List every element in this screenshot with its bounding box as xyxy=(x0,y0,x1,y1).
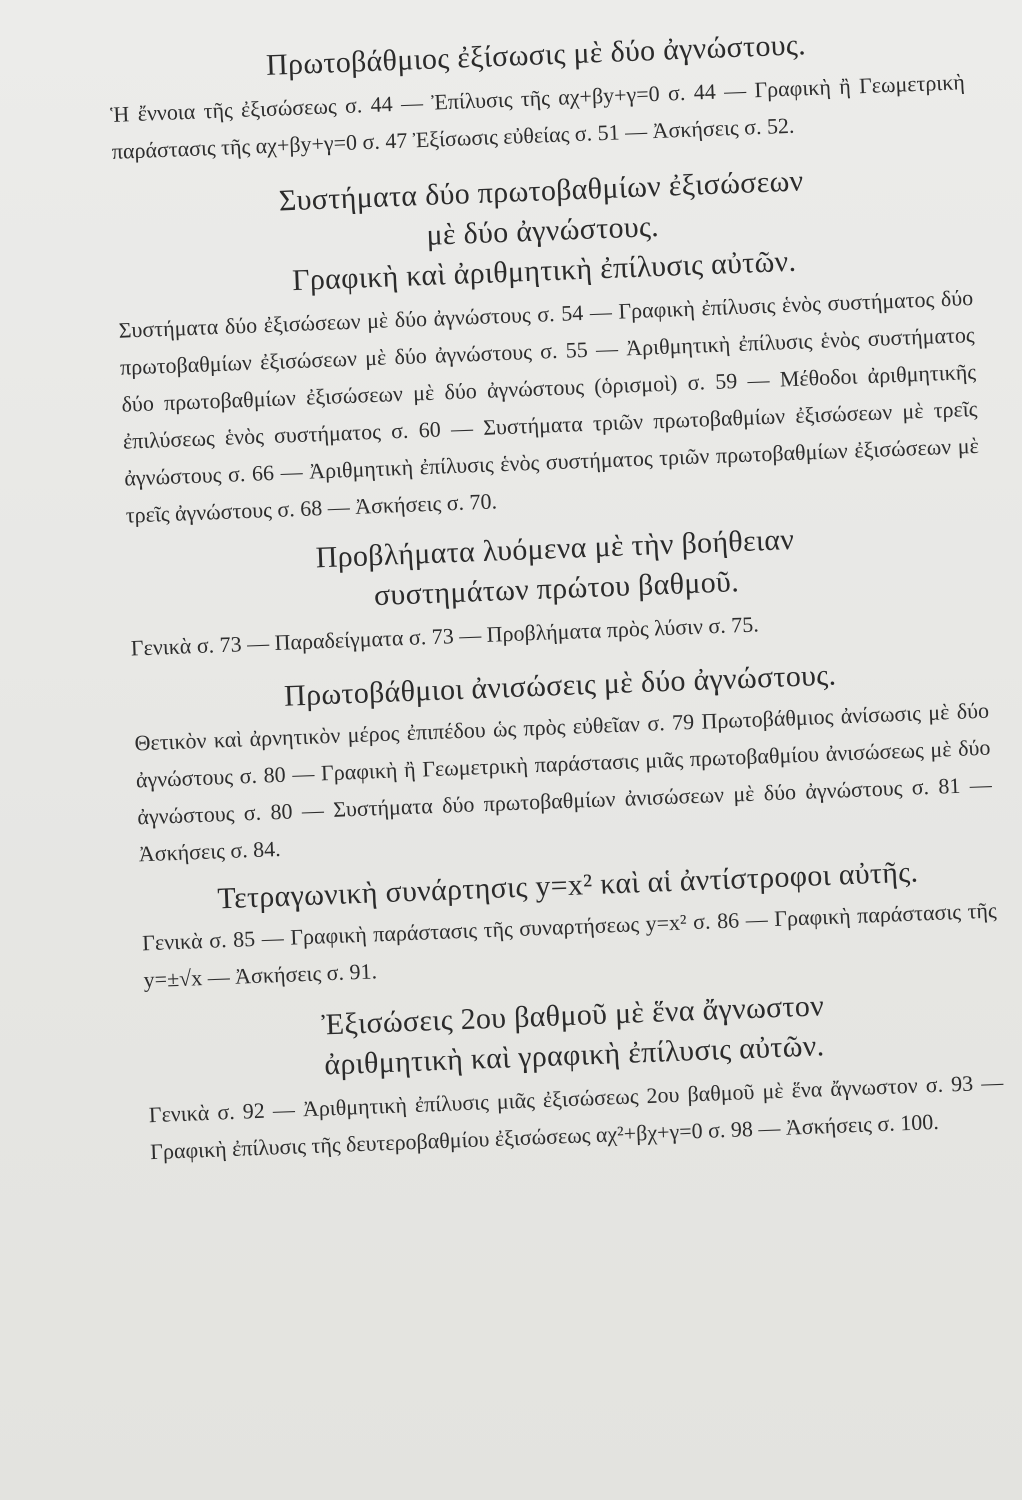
section-linear-equation xyxy=(108,19,967,170)
section-heading: Προβλήματα λυόμενα μὲ τὴν βοήθειαν xyxy=(315,523,795,575)
section-heading: Πρωτοβάθμιοι ἀνισώσεις μὲ δύο ἀγνώστους. xyxy=(283,658,837,713)
section-linear-inequalities xyxy=(132,650,994,873)
section-body: Ἡ ἔννοια τῆς ἐξισώσεως σ. 44 — Ἐπίλυσις τῆς αχ+βy+γ=0 σ. 44 — Γραφικὴ ἢ Γεωμετρικὴ παράστασις τῆς αχ+βy+γ=0 σ. 47 Ἐξίσωσις εὐθείας σ. 51 — Ἀσκήσεις σ. 52. xyxy=(109,69,966,164)
section-heading: Τετραγωνικὴ συνάρτησις y=x² καὶ αἱ ἀντίστροφοι αὐτῆς. xyxy=(216,855,919,916)
table-of-contents xyxy=(108,19,1005,1170)
section-quadratic-equations xyxy=(145,979,1005,1170)
section-heading: Πρωτοβάθμιος ἐξίσωσις μὲ δύο ἀγνώστους. xyxy=(265,28,807,82)
section-heading: Συστήματα δύο πρωτοβαθμίων ἐξισώσεων xyxy=(278,164,805,218)
section-body: Θετικὸν καὶ ἀρνητικὸν μέρος ἐπιπέδου ὡς πρὸς εὐθεῖαν σ. 79 Πρωτοβάθμιος ἀνίσωσις μὲ δύο ἀγνώστους σ. 80 — Γραφικὴ ἢ Γεωμετρικὴ παράστασις μιᾶς πρωτοβαθμίου ἀνισώσεως μὲ δύο ἀγνώστους σ. 80 — Συστήματα δύο πρωτοβαθμίων ἀνισώσεων μὲ δύο ἀγνώστους σ. 81 — Ἀσκήσεις σ. 84. xyxy=(134,697,993,867)
section-body: Συστήματα δύο ἐξισώσεων μὲ δύο ἀγνώστους σ. 54 — Γραφικὴ ἐπίλυσις ἑνὸς συστήματος δύο πρωτοβαθμίων ἐξισώσεων μὲ δύο ἀγνώστους σ. 55 — Ἀριθμητικὴ ἐπίλυσις ἑνὸς συστήματος δύο πρωτοβαθμίων ἐξισώσεων μὲ δύο ἀγνώστους (ὁρισμοὶ) σ. 59 — Μέθοδοι ἀριθμητικῆς ἐπιλύσεως ἑνὸς συστήματος σ. 60 — Συστήματα τριῶν πρωτοβαθμίων ἐξισώσεων μὲ τρεῖς ἀγνώστους σ. 66 — Ἀριθμητικὴ ἐπίλυσις ἑνὸς συστήματος τριῶν πρωτοβαθμίων ἐξισώσεων μὲ τρεῖς ἀγνώστους σ. 68 — Ἀσκήσεις σ. 70. xyxy=(118,284,980,528)
section-heading: Ἐξισώσεις 2ου βαθμοῦ μὲ ἕνα ἄγνωστον xyxy=(321,989,825,1042)
section-body: Γενικὰ σ. 92 — Ἀριθμητικὴ ἐπίλυσις μιᾶς ἐξισώσεως 2ου βαθμοῦ μὲ ἕνα ἄγνωστον σ. 93 — Γραφικὴ ἐπίλυσις τῆς δευτεροβαθμίου ἐξισώσεως αχ²+βχ+γ=0 σ. 98 — Ἀσκήσεις σ. 100. xyxy=(148,1069,1004,1165)
section-quadratic-function xyxy=(140,850,999,999)
section-body: Γενικὰ σ. 85 — Γραφικὴ παράστασις τῆς συναρτήσεως y=x² σ. 86 — Γραφικὴ παράστασις τῆς y=±√x — Ἀσκήσεις σ. 91. xyxy=(141,897,998,993)
section-linear-systems xyxy=(113,155,981,534)
section-heading: συστημάτων πρώτου βαθμοῦ. xyxy=(373,565,740,613)
section-body: Γενικὰ σ. 73 — Παραδείγματα σ. 73 — Προβλήματα πρὸς λύσιν σ. 75. xyxy=(130,611,760,661)
section-problems xyxy=(127,513,986,667)
section-heading: Γραφικὴ καὶ ἀριθμητικὴ ἐπίλυσις αὐτῶν. xyxy=(291,244,797,298)
section-heading: ἀριθμητικὴ καὶ γραφικὴ ἐπίλυσις αὐτῶν. xyxy=(323,1029,825,1082)
section-heading: μὲ δύο ἀγνώστους. xyxy=(425,209,660,252)
